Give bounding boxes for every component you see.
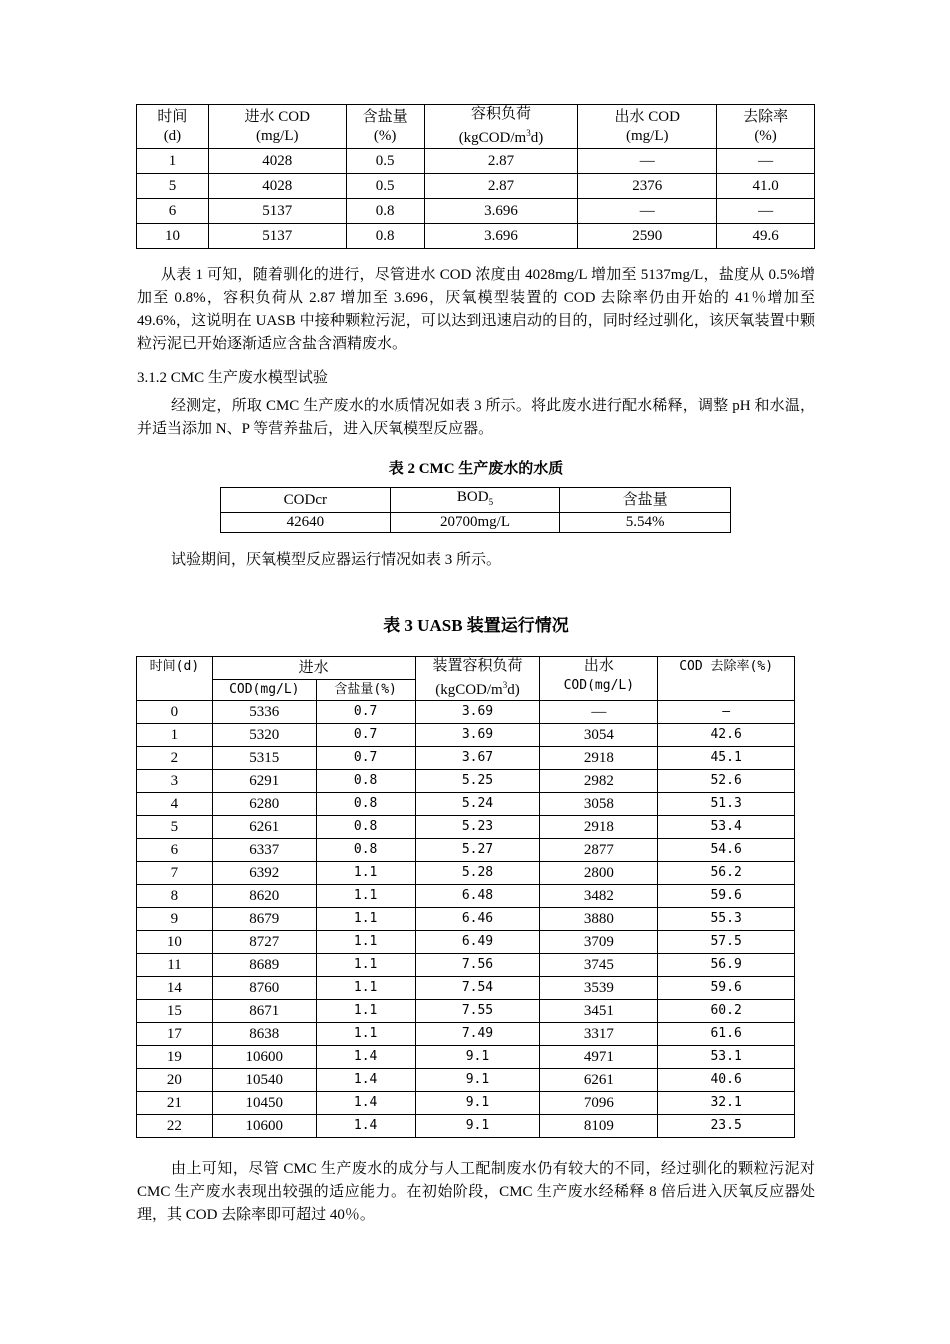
table-row: 1 4028 0.5 2.87 — — (137, 149, 815, 174)
table-2-header-codcr: CODcr (221, 488, 391, 513)
table-row: 6 5137 0.8 3.696 — — (137, 199, 815, 224)
table-row: 1 5320 0.7 3.69 3054 42.6 (137, 724, 795, 747)
table-2-header-bod5: $BOD_5$ (390, 488, 560, 513)
table-row: 7 6392 1.1 5.28 2800 56.2 (137, 862, 795, 885)
table-row: 42640 20700mg/L 5.54% (221, 513, 731, 533)
table-2-caption: 表 2 CMC 生产废水的水质 (388, 461, 564, 477)
table-row: 4 6280 0.8 5.24 3058 51.3 (137, 793, 795, 816)
table-3-body (137, 701, 795, 1138)
table-1 (136, 104, 815, 249)
table-3-header-volumetric-load: 装置容积负荷 $(kgCOD/m^3d)$ (415, 657, 540, 701)
table-3-header-effluent: 出水 COD(mg/L) (540, 657, 658, 701)
table-1-header-salinity: 含盐量 (%) (346, 105, 424, 149)
table-2 (220, 487, 731, 533)
table-3-header-cod: COD(mg/L) (212, 680, 316, 701)
table-row: 2 5315 0.7 3.67 2918 45.1 (137, 747, 795, 770)
table-row: 5 4028 0.5 2.87 2376 41.0 (137, 174, 815, 199)
table-1-header-influent-cod: 进水 COD (mg/L) (208, 105, 346, 149)
table-3 (136, 656, 795, 1138)
table-1-header-row (137, 105, 815, 149)
table-3-header-time: 时间(d) (137, 657, 213, 701)
table-row: 10 5137 0.8 3.696 2590 49.6 (137, 224, 815, 249)
table-row: 15 8671 1.1 7.55 3451 60.2 (137, 1000, 795, 1023)
table-3-caption: 表 3 UASB 装置运行情况 (383, 616, 569, 635)
table-row: 21 10450 1.4 9.1 7096 32.1 (137, 1092, 795, 1115)
table-3-header-row-1 (137, 657, 795, 680)
paragraph-2: 经测定，所取 CMC 生产废水的水质情况如表 3 所示。将此废水进行配水稀释，调整 pH 和水温，并适当添加 N、P 等营养盐后，进入厌氧模型反应器。 (137, 398, 815, 437)
table-1-header-volumetric-load: 容积负荷 $(kgCOD/m^3d)$ (424, 105, 578, 149)
table-3-header-removal: COD 去除率(%) (658, 657, 795, 701)
section-heading: 3.1.2 CMC 生产废水模型试验 (137, 370, 328, 386)
table-row: 6 6337 0.8 5.27 2877 54.6 (137, 839, 795, 862)
table-row: 17 8638 1.1 7.49 3317 61.6 (137, 1023, 795, 1046)
table-row: 3 6291 0.8 5.25 2982 52.6 (137, 770, 795, 793)
table-2-header-salinity: 含盐量 (560, 488, 731, 513)
table-1-header-removal-rate: 去除率 (%) (717, 105, 815, 149)
table-row: 8 8620 1.1 6.48 3482 59.6 (137, 885, 795, 908)
table-2-header-row (221, 488, 731, 513)
table-row: 20 10540 1.4 9.1 6261 40.6 (137, 1069, 795, 1092)
table-row: 10 8727 1.1 6.49 3709 57.5 (137, 931, 795, 954)
table-row: 11 8689 1.1 7.56 3745 56.9 (137, 954, 795, 977)
paragraph-4: 由上可知，尽管 CMC 生产废水的成分与人工配制废水仍有较大的不同，经过驯化的颗粒污泥对 CMC 生产废水表现出较强的适应能力。在初始阶段，CMC 生产废水经稀释 8 倍后进入厌氧反应器处理，其 COD 去除率即可超过 40％。 (137, 1161, 815, 1223)
table-row: 14 8760 1.1 7.54 3539 59.6 (137, 977, 795, 1000)
paragraph-1: 从表 1 可知，随着驯化的进行，尽管进水 COD 浓度由 4028mg/L 增加至 5137mg/L，盐度从 0.5%增加至 0.8%，容积负荷从 2.87 增加至 3.696，厌氧模型装置的 COD 去除率仍由开始的 41％增加至 49.6%，这说明在 UASB 中接种颗粒污泥，可以达到迅速启动的目的，同时经过驯化，该厌氧装置中颗粒污泥已开始逐渐适应含盐含酒精废水。 (137, 267, 815, 352)
table-row: 22 10600 1.4 9.1 8109 23.5 (137, 1115, 795, 1138)
paragraph-3: 试验期间，厌氧模型反应器运行情况如表 3 所示。 (171, 552, 502, 568)
table-row: 19 10600 1.4 9.1 4971 53.1 (137, 1046, 795, 1069)
table-1-header-time: 时间 (d) (137, 105, 209, 149)
table-row: 5 6261 0.8 5.23 2918 53.4 (137, 816, 795, 839)
table-row: 0 5336 0.7 3.69 — — (137, 701, 795, 724)
table-1-header-effluent-cod: 出水 COD (mg/L) (578, 105, 717, 149)
table-3-header-influent: 进水 (212, 657, 415, 680)
table-3-header-salinity: 含盐量(%) (316, 680, 415, 701)
table-row: 9 8679 1.1 6.46 3880 55.3 (137, 908, 795, 931)
